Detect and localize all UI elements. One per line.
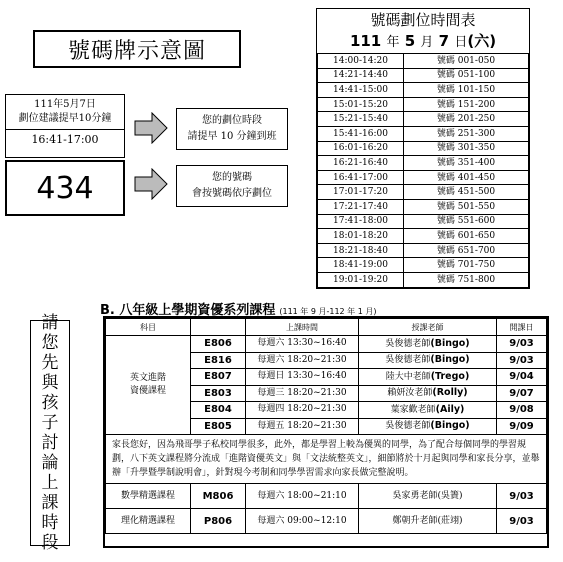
side-char: 上 [41, 473, 59, 493]
number-range: 號碼 251-300 [404, 126, 529, 141]
note-line: 您的號碼 [212, 172, 252, 183]
schedule-row [318, 156, 529, 171]
schedule-row [318, 229, 529, 244]
schedule-row [318, 199, 529, 214]
course-date: 9/03 [497, 336, 547, 353]
course-teacher: 吳家勇老師(吳簀) [359, 484, 497, 509]
schedule-row [318, 272, 529, 287]
course-date: 9/03 [497, 484, 547, 509]
schedule-row [318, 112, 529, 127]
slot-time: 14:21-14:40 [318, 68, 404, 83]
page-title: 號碼牌示意圖 [33, 30, 241, 68]
number-range: 號碼 301-350 [404, 141, 529, 156]
slot-time: 15:21-15:40 [318, 112, 404, 127]
side-char: 討 [41, 433, 59, 453]
slot-time: 15:01-15:20 [318, 97, 404, 112]
group-label: 英文進階 資優課程 [106, 336, 191, 435]
number-range: 號碼 651-700 [404, 243, 529, 258]
course-teacher: 吳俊德老師(Bingo) [359, 336, 497, 353]
time-range: 16:41-17:00 [31, 133, 99, 146]
course-teacher: 吳俊德老師(Bingo) [359, 418, 497, 435]
course-subject: 數學精選課程 [106, 484, 191, 509]
course-code: M806 [191, 484, 246, 509]
course-row [106, 509, 547, 534]
course-teacher: 葉家歡老師(Aily) [359, 402, 497, 419]
side-char: 先 [41, 353, 59, 373]
course-time: 每週六 18:00~21:10 [246, 484, 359, 509]
side-char: 時 [41, 513, 59, 533]
side-char: 您 [41, 333, 59, 353]
arrow-right-icon [134, 168, 168, 200]
note-line: 會按號碼依序劃位 [192, 188, 272, 199]
number-range: 號碼 101-150 [404, 83, 529, 98]
course-time: 每週五 18:20~21:30 [246, 418, 359, 435]
course-date: 9/03 [497, 352, 547, 369]
course-code: E806 [191, 336, 246, 353]
note-number [176, 165, 288, 207]
course-date: 9/03 [497, 509, 547, 534]
schedule-row [318, 258, 529, 273]
slot-time: 14:00-14:20 [318, 54, 404, 69]
slot-time: 15:41-16:00 [318, 126, 404, 141]
side-char: 與 [41, 373, 59, 393]
side-char: 課 [41, 493, 59, 513]
number-range: 號碼 551-600 [404, 214, 529, 229]
col-header: 上課時間 [246, 319, 359, 336]
course-time: 每週四 18:20~21:30 [246, 402, 359, 419]
number-range: 號碼 351-400 [404, 156, 529, 171]
course-subject: 理化精選課程 [106, 509, 191, 534]
ticket-number: 434 [5, 160, 125, 216]
course-code: P806 [191, 509, 246, 534]
course-teacher: 鄭朝升老師(莊翊) [359, 509, 497, 534]
course-table [103, 316, 549, 548]
slot-time: 18:41-19:00 [318, 258, 404, 273]
course-time: 每週三 18:20~21:30 [246, 385, 359, 402]
number-range: 號碼 501-550 [404, 199, 529, 214]
schedule-row [318, 83, 529, 98]
slot-time: 16:01-16:20 [318, 141, 404, 156]
slot-time: 17:01-17:20 [318, 185, 404, 200]
schedule-row [318, 185, 529, 200]
course-code: E804 [191, 402, 246, 419]
course-code: E803 [191, 385, 246, 402]
side-note [30, 313, 70, 553]
side-char: 孩 [41, 393, 59, 413]
side-char: 論 [41, 453, 59, 473]
course-time: 每週日 13:30~16:40 [246, 369, 359, 386]
slot-time: 16:21-16:40 [318, 156, 404, 171]
schedule-row [318, 170, 529, 185]
course-time: 每週六 13:30~16:40 [246, 336, 359, 353]
course-teacher: 吳俊德老師(Bingo) [359, 352, 497, 369]
schedule-title: 號碼劃位時間表 [370, 11, 476, 29]
slot-time: 17:21-17:40 [318, 199, 404, 214]
schedule-row [318, 214, 529, 229]
number-range: 號碼 001-050 [404, 54, 529, 69]
advice-line: 劃位建議提早10分鐘 [18, 113, 112, 124]
course-row [106, 484, 547, 509]
schedule-row [318, 97, 529, 112]
col-header: 開課日 [497, 319, 547, 336]
schedule-row [318, 54, 529, 69]
slot-time: 17:41-18:00 [318, 214, 404, 229]
schedule-row [318, 68, 529, 83]
course-teacher: 陸大中老師(Trego) [359, 369, 497, 386]
schedule-table [316, 8, 530, 289]
number-range: 號碼 151-200 [404, 97, 529, 112]
arrow-right-icon [134, 112, 168, 144]
side-char: 請 [41, 313, 59, 333]
side-char: 子 [41, 413, 59, 433]
number-range: 號碼 601-650 [404, 229, 529, 244]
schedule-row [318, 141, 529, 156]
number-range: 號碼 701-750 [404, 258, 529, 273]
schedule-row [318, 126, 529, 141]
note-line: 您的劃位時段 [202, 115, 262, 126]
course-row [106, 336, 547, 353]
notice-paragraph: 家長您好，因為飛哥學子私校同學很多，此外，都是學習上較為優異的同學，為了配合每個同學的學習規劃，八下英文課程將分流成「進階資優英文」與「文法統整英文」，細節將於十月起與同學和家長分享，並舉辦「升學暨學制說明會」，針對現今考制和同學學習需求向家長做完整說明。 [106, 435, 547, 484]
number-range: 號碼 051-100 [404, 68, 529, 83]
course-teacher: 賴妍汝老師(Rolly) [359, 385, 497, 402]
slot-time: 16:41-17:00 [318, 170, 404, 185]
slot-time: 14:41-15:00 [318, 83, 404, 98]
slot-time: 19:01-19:20 [318, 272, 404, 287]
schedule-row [318, 243, 529, 258]
date-box [5, 94, 125, 158]
course-code: E816 [191, 352, 246, 369]
note-time-slot [176, 108, 288, 150]
schedule-date: 111 年 5 月 7 日(六) [349, 32, 497, 50]
number-range: 號碼 401-450 [404, 170, 529, 185]
slot-time: 18:01-18:20 [318, 229, 404, 244]
course-code: E807 [191, 369, 246, 386]
course-date: 9/07 [497, 385, 547, 402]
course-date: 9/04 [497, 369, 547, 386]
note-line: 請提早 10 分鐘到班 [187, 131, 277, 142]
course-time: 每週六 18:20~21:30 [246, 352, 359, 369]
date-line: 111年5月7日 [34, 99, 96, 110]
number-range: 號碼 201-250 [404, 112, 529, 127]
course-code: E805 [191, 418, 246, 435]
number-range: 號碼 451-500 [404, 185, 529, 200]
section-heading: B. 八年級上學期資優系列課程 (111 年 9 月-112 年 1 月) [100, 303, 377, 318]
col-header [191, 319, 246, 336]
side-char: 段 [41, 533, 59, 553]
slot-time: 18:21-18:40 [318, 243, 404, 258]
course-time: 每週六 09:00~12:10 [246, 509, 359, 534]
course-date: 9/08 [497, 402, 547, 419]
col-header: 科目 [106, 319, 191, 336]
course-date: 9/09 [497, 418, 547, 435]
col-header: 授課老師 [359, 319, 497, 336]
number-range: 號碼 751-800 [404, 272, 529, 287]
